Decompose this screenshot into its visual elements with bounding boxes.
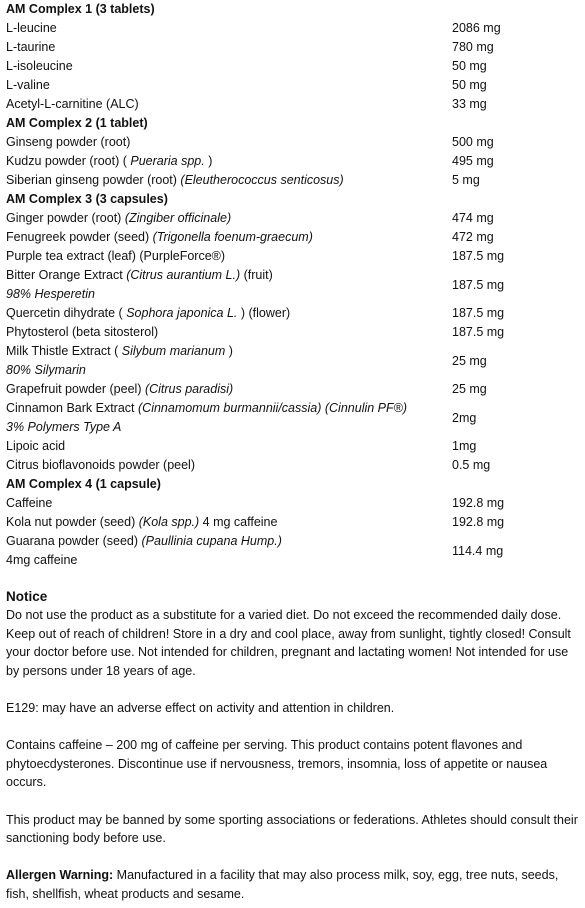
- section-title-spacer: [449, 114, 583, 133]
- latin-name: Silybum marianum: [121, 344, 226, 358]
- section-title-spacer: [449, 190, 583, 209]
- section-title: AM Complex 4 (1 capsule): [6, 477, 161, 491]
- ingredient-amount: 50 mg: [452, 78, 487, 92]
- ingredient-text: Lipoic acid: [6, 439, 66, 453]
- ingredient-text: Milk Thistle Extract (: [6, 344, 122, 358]
- table-row: [3, 494, 583, 513]
- latin-name: (Zingiber officinale): [124, 211, 232, 225]
- table-row: [3, 57, 583, 76]
- ingredient-amount: 5 mg: [452, 173, 480, 187]
- ingredient-amount: 474 mg: [452, 211, 494, 225]
- ingredient-text: 4mg caffeine: [6, 553, 78, 567]
- section-header-row: [3, 0, 583, 19]
- ingredient-amount: 780 mg: [452, 40, 494, 54]
- ingredient-text: Ginseng powder (root): [6, 135, 131, 149]
- ingredient-text: L-leucine: [6, 21, 57, 35]
- latin-name: 98% Hesperetin: [6, 287, 95, 301]
- ingredient-amount: 500 mg: [452, 135, 494, 149]
- ingredient-text: Bitter Orange Extract: [6, 268, 127, 282]
- allergen-warning-label: Allergen Warning:: [6, 868, 114, 883]
- table-row: [3, 171, 583, 190]
- table-row: [3, 399, 583, 437]
- latin-name: (Citrus aurantium L.): [126, 268, 241, 282]
- ingredient-text: Citrus bioflavonoids powder (peel): [6, 458, 195, 472]
- table-row: [3, 532, 583, 570]
- ingredient-amount: 0.5 mg: [452, 458, 491, 472]
- notice-paragraph-general: Do not use the product as a substitute for a varied diet. Do not exceed the recommended daily dose. Keep out of reach of children! Store in a dry and cool place, away from sunlight, tightly closed! Consult your doctor before use. Not intended for children, pregnant and lactating women! Not intended for use by persons under 18 years of age.: [6, 608, 571, 678]
- latin-name: Sophora japonica L.: [126, 306, 238, 320]
- ingredient-text: Acetyl-L-carnitine (ALC): [6, 97, 139, 111]
- allergen-warning-text: Manufactured in a facility that may also process milk, soy, egg, tree nuts, seeds, fish, shellfish, wheat products and sesame.: [6, 868, 559, 901]
- table-row: [3, 95, 583, 114]
- ingredient-name: [3, 152, 449, 171]
- table-row: [3, 152, 583, 171]
- table-row: [3, 209, 583, 228]
- section-title: AM Complex 3 (3 capsules): [6, 192, 168, 206]
- notice-paragraph-sport: This product may be banned by some sporting associations or federations. Athletes should consult their sanctioning body before use.: [6, 812, 578, 846]
- section-title-spacer: [449, 0, 583, 19]
- ingredient-text: Cinnamon Bark Extract: [6, 401, 138, 415]
- ingredient-name: [3, 513, 449, 532]
- table-row: [3, 247, 583, 266]
- table-row: [3, 380, 583, 399]
- ingredient-name: [3, 209, 449, 228]
- ingredient-text: Guarana powder (seed): [6, 534, 142, 548]
- ingredient-name: [3, 399, 449, 437]
- ingredient-name: [3, 38, 449, 57]
- notice-paragraph-caffeine: Contains caffeine – 200 mg of caffeine per serving. This product contains potent flavones and phytoecdysterones. Discontinue use if nervousness, tremors, insomnia, loss of appetite or nausea occurs.: [6, 738, 548, 790]
- ingredient-name: [3, 532, 449, 570]
- ingredient-text: ): [204, 154, 213, 168]
- ingredient-text: Quercetin dihydrate (: [6, 306, 127, 320]
- section-title: AM Complex 2 (1 tablet): [6, 116, 148, 130]
- ingredient-amount: 50 mg: [452, 59, 487, 73]
- ingredient-amount: 187.5 mg: [452, 306, 505, 320]
- ingredient-name: [3, 19, 449, 38]
- allergen-warning: [6, 866, 582, 903]
- ingredients-table: [3, 0, 583, 570]
- table-row: [3, 38, 583, 57]
- ingredient-text: Ginger powder (root): [6, 211, 125, 225]
- ingredient-text: (fruit): [240, 268, 273, 282]
- latin-name: (Citrus paradisi): [144, 382, 234, 396]
- section-title: AM Complex 1 (3 tablets): [6, 2, 155, 16]
- ingredient-name: [3, 456, 449, 475]
- ingredient-text: L-valine: [6, 78, 50, 92]
- ingredient-name: [3, 342, 449, 380]
- table-row: [3, 228, 583, 247]
- ingredient-name: [3, 171, 449, 190]
- ingredient-amount: 192.8 mg: [452, 496, 505, 510]
- ingredient-name: [3, 57, 449, 76]
- section-header-row: [3, 475, 583, 494]
- ingredient-name: [3, 304, 449, 323]
- ingredient-name: [3, 380, 449, 399]
- ingredient-text: L-isoleucine: [6, 59, 73, 73]
- ingredient-amount: 33 mg: [452, 97, 487, 111]
- table-row: [3, 342, 583, 380]
- section-header-row: [3, 114, 583, 133]
- ingredient-amount: 192.8 mg: [452, 515, 505, 529]
- section-header-row: [3, 190, 583, 209]
- ingredient-name: [3, 76, 449, 95]
- ingredient-name: [3, 133, 449, 152]
- table-row: [3, 513, 583, 532]
- ingredient-amount: 187.5 mg: [452, 277, 505, 292]
- ingredients-table-wrapper: [3, 0, 583, 570]
- latin-name: (Paullinia cupana Hump.): [141, 534, 282, 548]
- latin-name: (Trigonella foenum-graecum): [152, 230, 313, 244]
- ingredient-text: L-taurine: [6, 40, 56, 54]
- latin-name: Pueraria spp.: [130, 154, 205, 168]
- table-row: [3, 76, 583, 95]
- ingredient-amount: 2mg: [452, 410, 477, 425]
- notice-heading: Notice: [6, 589, 48, 604]
- ingredient-name: [3, 266, 449, 304]
- notice-block: [6, 588, 582, 904]
- latin-name: (Cinnamomum burmannii/cassia) (Cinnulin PF®): [138, 401, 408, 415]
- ingredient-text: Fenugreek powder (seed): [6, 230, 153, 244]
- table-row: [3, 437, 583, 456]
- ingredient-text: ): [225, 344, 233, 358]
- table-row: [3, 133, 583, 152]
- ingredient-amount: 1mg: [452, 439, 477, 453]
- ingredient-name: [3, 494, 449, 513]
- ingredient-amount: 187.5 mg: [452, 325, 505, 339]
- ingredient-name: [3, 437, 449, 456]
- table-row: [3, 456, 583, 475]
- ingredient-amount: 25 mg: [452, 382, 487, 396]
- ingredient-text: Kudzu powder (root) (: [6, 154, 131, 168]
- ingredient-amount: 25 mg: [452, 353, 487, 368]
- latin-name: 80% Silymarin: [6, 363, 86, 377]
- latin-name: (Kola spp.): [138, 515, 200, 529]
- table-row: [3, 304, 583, 323]
- ingredient-text: Siberian ginseng powder (root): [6, 173, 181, 187]
- ingredient-text: Kola nut powder (seed): [6, 515, 139, 529]
- ingredient-amount: 114.4 mg: [452, 543, 504, 558]
- latin-name: (Eleutherococcus senticosus): [180, 173, 344, 187]
- ingredient-amount: 187.5 mg: [452, 249, 505, 263]
- ingredient-text: Phytosterol (beta sitosterol): [6, 325, 159, 339]
- ingredient-amount: 472 mg: [452, 230, 494, 244]
- ingredient-name: [3, 228, 449, 247]
- ingredient-amount: 495 mg: [452, 154, 494, 168]
- table-row: [3, 323, 583, 342]
- section-title-spacer: [449, 475, 583, 494]
- ingredient-text: Purple tea extract (leaf) (PurpleForce®): [6, 249, 226, 263]
- table-row: [3, 266, 583, 304]
- ingredient-text: 4 mg caffeine: [199, 515, 278, 529]
- table-row: [3, 19, 583, 38]
- ingredient-amount: 2086 mg: [452, 21, 501, 35]
- ingredient-text: Caffeine: [6, 496, 53, 510]
- latin-name: 3% Polymers Type A: [6, 420, 122, 434]
- ingredient-name: [3, 323, 449, 342]
- ingredient-name: [3, 95, 449, 114]
- ingredient-text: Grapefruit powder (peel): [6, 382, 145, 396]
- ingredient-name: [3, 247, 449, 266]
- ingredient-text: ) (flower): [237, 306, 291, 320]
- ingredients-table-body: [3, 0, 583, 570]
- notice-paragraph-e129: E129: may have an adverse effect on activity and attention in children.: [6, 700, 395, 715]
